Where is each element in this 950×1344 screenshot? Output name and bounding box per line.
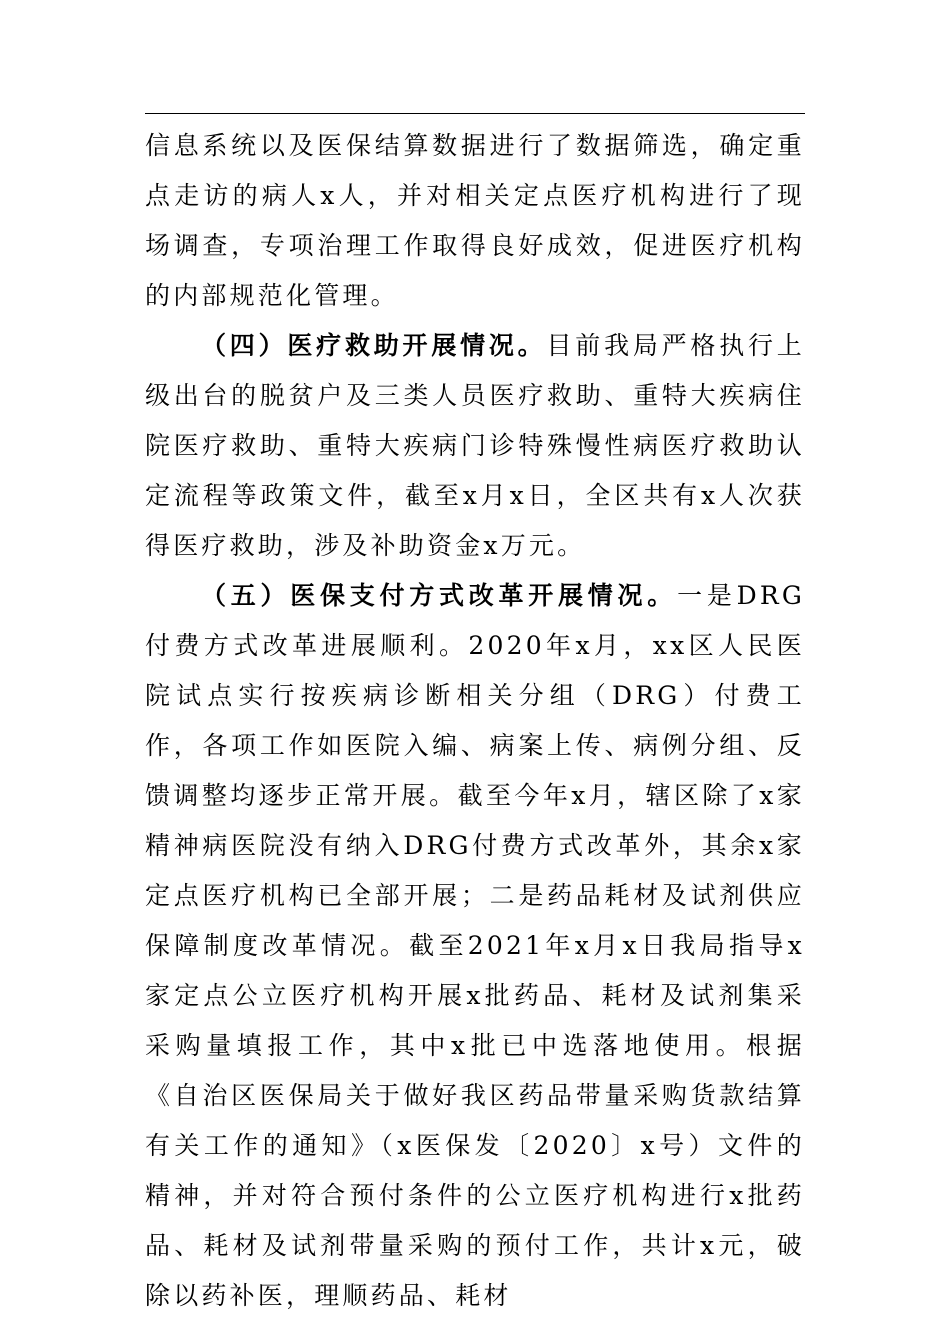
- paragraph-text: 目前我局严格执行上级出台的脱贫户及三类人员医疗救助、重特大疾病住院医疗救助、重特大疾病门诊特殊慢性病医疗救助认定流程等政策文件，截至x月x日，全区共有x人次获得医疗救助，涉及补助资金x万元。: [145, 331, 805, 560]
- paragraph-text: 信息系统以及医保结算数据进行了数据筛选，确定重点走访的病人x人，并对相关定点医疗机构进行了现场调查，专项治理工作取得良好成效，促进医疗机构的内部规范化管理。: [145, 131, 805, 310]
- section-heading: （四）医疗救助开展情况。: [201, 331, 547, 360]
- paragraph-text: 一是DRG付费方式改革进展顺利。2020年x月，xx区人民医院试点实行按疾病诊断相关分组（DRG）付费工作，各项工作如医院入编、病案上传、病例分组、反馈调整均逐步正常开展。截至今年x月，辖区除了x家精神病医院没有纳入DRG付费方式改革外，其余x家定点医疗机构已全部开展；二是药品耗材及试剂供应保障制度改革情况。截至2021年x月x日我局指导x家定点公立医疗机构开展x批药品、耗材及试剂集采采购量填报工作，其中x批已中选落地使用。根据《自治区医保局关于做好我区药品带量采购货款结算有关工作的通知》（x医保发〔2020〕x号）文件的精神，并对符合预付条件的公立医疗机构进行x批药品、耗材及试剂带量采购的预付工作，共计x元，破除以药补医，理顺药品、耗材: [145, 581, 806, 1310]
- paragraph-section-5: [145, 571, 805, 1321]
- section-heading: （五）医保支付方式改革开展情况。: [201, 581, 678, 610]
- header-rule: [145, 113, 805, 114]
- document-body: [145, 121, 805, 1321]
- paragraph-section-4: [145, 321, 805, 571]
- paragraph-continued: [145, 121, 805, 321]
